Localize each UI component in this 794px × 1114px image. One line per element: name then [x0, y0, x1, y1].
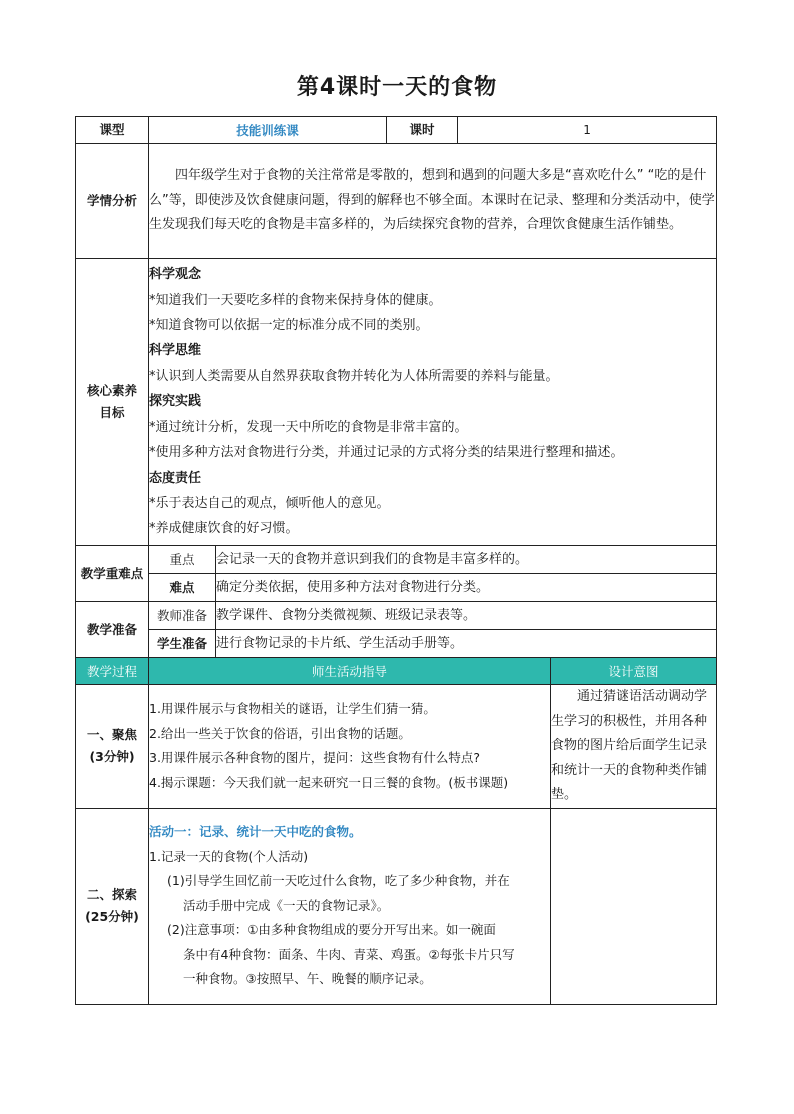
analysis-row: [76, 144, 717, 259]
key-point-row: [76, 546, 717, 574]
process-header-row: [76, 658, 717, 685]
process-header-guidance: 师生活动指导: [149, 658, 551, 685]
stage2-time: (25分钟): [85, 909, 139, 924]
core-label: [76, 259, 149, 546]
goal-heading-attitude: 态度责任: [149, 470, 202, 486]
stage2-row: [76, 808, 717, 1004]
stage1-activities: [149, 685, 551, 809]
stage1-item: 4.揭示课题：今天我们就一起来研究一日三餐的食物。(板书课题): [149, 774, 509, 790]
analysis-text: 四年级学生对于食物的关注常常是零散的，想到和遇到的问题大多是“喜欢吃什么” “吃的是什么”等，即使涉及饮食健康问题，得到的解释也不够全面。本课时在记录、整理和分类活动中，使学生发现我们每天吃的食物是丰富多样的，为后续探究食物的营养，合理饮食健康生活作铺垫。: [149, 144, 717, 259]
student-prep-label: 学生准备: [149, 630, 216, 658]
stage1-row: [76, 685, 717, 809]
activity-title: 活动一：记录、统计一天中吃的食物。: [149, 824, 362, 840]
activity-line: 活动手册中完成《一天的食物记录》。: [183, 897, 390, 913]
activity-line: (1)引导学生回忆前一天吃过什么食物，吃了多少种食物，并在: [167, 873, 510, 889]
hours-label: 课时: [387, 117, 458, 144]
stage1-label: [76, 685, 149, 809]
teacher-prep-text: 教学课件、食物分类微视频、班级记录表等。: [216, 602, 717, 630]
stage1-item: 3.用课件展示各种食物的图片，提问：这些食物有什么特点?: [149, 750, 481, 766]
process-header-intent: 设计意图: [551, 658, 717, 685]
activity-line: 条中有4种食物：面条、牛肉、青菜、鸡蛋。②每张卡片只写: [183, 946, 515, 962]
stage2-activities: [149, 808, 551, 1004]
stage1-intent: 通过猜谜语活动调动学生学习的积极性，并用各种食物的图片给后面学生记录和统计一天的食物种类作铺垫。: [551, 685, 717, 809]
type-label: 课型: [76, 117, 149, 144]
process-header-stage: 教学过程: [76, 658, 149, 685]
student-prep-row: [76, 630, 717, 658]
core-label-line1: 核心素养: [86, 383, 137, 398]
lesson-plan-table: [75, 116, 717, 1005]
type-value: 技能训练课: [149, 117, 387, 144]
core-row: [76, 259, 717, 546]
goal-item: *知道我们一天要吃多样的食物来保持身体的健康。: [149, 292, 442, 308]
teacher-prep-label: 教师准备: [149, 602, 216, 630]
key-point-label: 重点: [149, 546, 216, 574]
goal-heading-practice: 探究实践: [149, 394, 202, 410]
goal-item: *知道食物可以依据一定的标准分成不同的类别。: [149, 318, 429, 334]
stage1-item: 1.用课件展示与食物相关的谜语，让学生们猜一猜。: [149, 701, 436, 717]
key-point-text: 会记录一天的食物并意识到我们的食物是丰富多样的。: [216, 546, 717, 574]
goal-item: *通过统计分析，发现一天中所吃的食物是非常丰富的。: [149, 419, 468, 435]
activity-line: (2)注意事项：①由多种食物组成的要分开写出来。如一碗面: [167, 922, 496, 938]
goal-heading-thinking: 科学思维: [149, 343, 202, 359]
goal-item: *使用多种方法对食物进行分类，并通过记录的方式将分类的结果进行整理和描述。: [149, 445, 624, 461]
goal-heading-concept: 科学观念: [149, 267, 202, 283]
stage1-time: (3分钟): [89, 749, 135, 765]
difficulty-row: [76, 574, 717, 602]
stage1-name: 一、聚焦: [86, 727, 137, 743]
student-prep-text: 进行食物记录的卡片纸、学生活动手册等。: [216, 630, 717, 658]
core-label-line2: 目标: [99, 405, 125, 420]
page-title: 第4课时一天的食物: [296, 75, 498, 100]
keypoints-label: 教学重难点: [76, 546, 149, 602]
prep-label: 教学准备: [76, 602, 149, 658]
teacher-prep-row: [76, 602, 717, 630]
goal-item: *养成健康饮食的好习惯。: [149, 521, 299, 537]
stage2-intent: [551, 808, 717, 1004]
goal-item: *乐于表达自己的观点，倾听他人的意见。: [149, 495, 390, 511]
activity-line: 一种食物。③按照早、午、晚餐的顺序记录。: [183, 971, 432, 987]
stage2-label: [76, 808, 149, 1004]
stage1-item: 2.给出一些关于饮食的俗语，引出食物的话题。: [149, 725, 411, 741]
difficulty-text: 确定分类依据，使用多种方法对食物进行分类。: [216, 574, 717, 602]
difficulty-label: 难点: [149, 574, 216, 602]
goal-item: *认识到人类需要从自然界获取食物并转化为人体所需要的养料与能量。: [149, 368, 559, 384]
stage2-name: 二、探索: [86, 887, 137, 902]
activity-line: 1.记录一天的食物(个人活动): [149, 848, 309, 864]
hours-value: 1: [458, 117, 717, 144]
analysis-label: 学情分析: [76, 144, 149, 259]
core-goals: [149, 259, 717, 546]
header-row: [76, 117, 717, 144]
